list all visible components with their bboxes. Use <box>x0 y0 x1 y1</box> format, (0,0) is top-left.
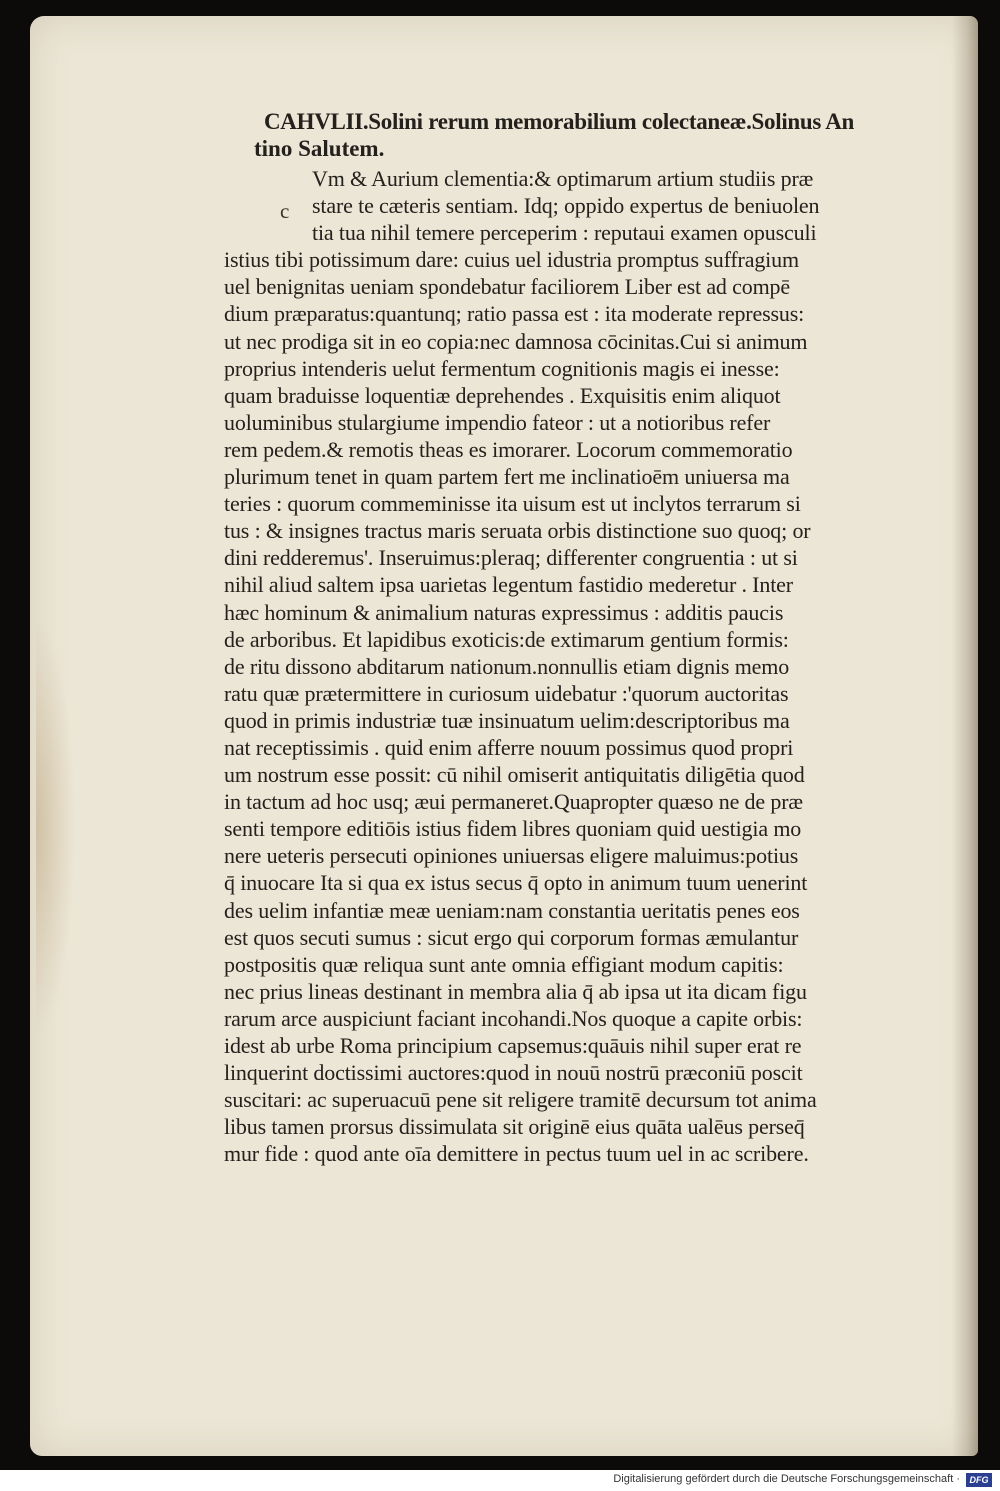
text-line: nat receptissimis . quid enim afferre nouum possimus quod propri <box>224 734 794 760</box>
chapter-heading <box>224 108 966 162</box>
text-line: rem pedem.& remotis theas es imorarer. Locorum commemoratio <box>224 436 793 462</box>
funding-credit: Digitalisierung gefördert durch die Deutsche Forschungsgemeinschaft · <box>613 1473 960 1485</box>
text-line: Vm & Aurium clementia:& optimarum artium studiis præ <box>312 166 814 191</box>
text-line: suscitari: ac superuacuū pene sit religere tramitē decursum tot anima <box>224 1087 817 1113</box>
text-line: stare te cæteris sentiam. Idq; oppido expertus de beniuolen <box>312 193 820 219</box>
text-line: um nostrum esse possit: cū nihil omiserit antiquitatis diligētia quod <box>224 762 805 788</box>
dfg-logo: DFG <box>966 1473 992 1487</box>
text-line: plurimum tenet in quam partem fert me inclinatioēm uniuersa ma <box>224 464 790 490</box>
text-line: de arboribus. Et lapidibus exoticis:de extimarum gentium formis: <box>224 626 789 652</box>
text-line: istius tibi potissimum dare: cuius uel idustria promptus suffragium <box>224 247 799 273</box>
guide-letter: c <box>280 199 290 223</box>
text-line: de ritu dissono abditarum nationum.nonnullis etiam dignis memo <box>224 653 790 679</box>
text-line: libus tamen prorsus dissimulata sit originē eius quāta ualēus perseq̄ <box>224 1114 805 1140</box>
text-line: uel benignitas ueniam spondebatur faciliorem Liber est ad compē <box>224 274 791 300</box>
text-line: quam braduisse loquentiæ deprehendes . Exquisitis enim aliquot <box>224 382 781 408</box>
text-line: proprius intenderis uelut fermentum cognitionis magis ei inesse: <box>224 355 780 381</box>
text-line: quod in primis industriæ tuæ insinuatum uelim:descriptoribus ma <box>224 707 790 733</box>
heading-line-2: tino Salutem. <box>254 136 385 161</box>
page-stain <box>36 616 76 1036</box>
text-line: q̄ inuocare Ita si qua ex istus secus q̄ opto in animum tuum uenerint <box>224 870 808 896</box>
text-line: uoluminibus stulargiume impendio fateor : ut a notioribus refer <box>224 409 771 435</box>
text-block <box>224 108 966 1167</box>
text-line: rarum arce auspiciunt faciant incohandi.Nos quoque a capite orbis: <box>224 1005 803 1031</box>
body-text <box>224 165 966 1167</box>
text-line: postpositis quæ reliqua sunt ante omnia effigiant modum capitis: <box>224 951 784 977</box>
text-line: des uelim infantiæ meæ ueniam:nam constantia ueritatis penes eos <box>224 897 800 923</box>
text-line: hæc hominum & animalium naturas expressimus : additis paucis <box>224 599 784 625</box>
text-line: nere ueteris persecuti opiniones uniuersas eligere maluimus:potius <box>224 843 799 869</box>
text-line: ut nec prodiga sit in eo copia:nec damnosa cōcinitas.Cui si animum <box>224 328 808 354</box>
text-line: idest ab urbe Roma principium capsemus:quāuis nihil super erat re <box>224 1033 802 1058</box>
text-line: dium præparatus:quantunq; ratio passa est : ita moderate repressus: <box>224 301 805 327</box>
text-line: mur fide : quod ante oīa demittere in pectus tuum uel in ac scribere. <box>224 1141 809 1167</box>
text-line: senti tempore editiōis istius fidem libres quoniam quid uestigia mo <box>224 816 802 842</box>
text-line: nihil aliud saltem ipsa uarietas legentum fastidio mederetur . Inter <box>224 572 793 598</box>
text-line: dini redderemus'. Inseruimus:pleraq; differenter congruentia : ut si <box>224 545 798 571</box>
text-line: tia tua nihil temere perceperim : reputaui examen opusculi <box>312 220 817 246</box>
text-line: est quos secuti sumus : sicut ergo qui corporum formas æmulantur <box>224 924 799 950</box>
text-line: tus : & insignes tractus maris seruata orbis distinctione suo quoq; or <box>224 518 811 544</box>
text-line: ratu quæ prætermittere in curiosum uidebatur :'quorum auctoritas <box>224 680 789 706</box>
text-line: nec prius lineas destinant in membra alia q̄ ab ipsa ut ita dicam figu <box>224 978 807 1004</box>
footer-bar <box>0 1470 1000 1491</box>
text-line: teries : quorum commeminisse ita uisum est ut inclytos terrarum si <box>224 491 801 517</box>
text-line: linquerint doctissimi auctores:quod in nouū nostrū præconiū poscit <box>224 1060 803 1086</box>
text-line: in tactum ad hoc usq; æui permaneret.Quapropter quæso ne de præ <box>224 789 803 815</box>
heading-line-1: CAHVLII.Solini rerum memorabilium colectaneæ.Solinus An <box>264 109 855 134</box>
